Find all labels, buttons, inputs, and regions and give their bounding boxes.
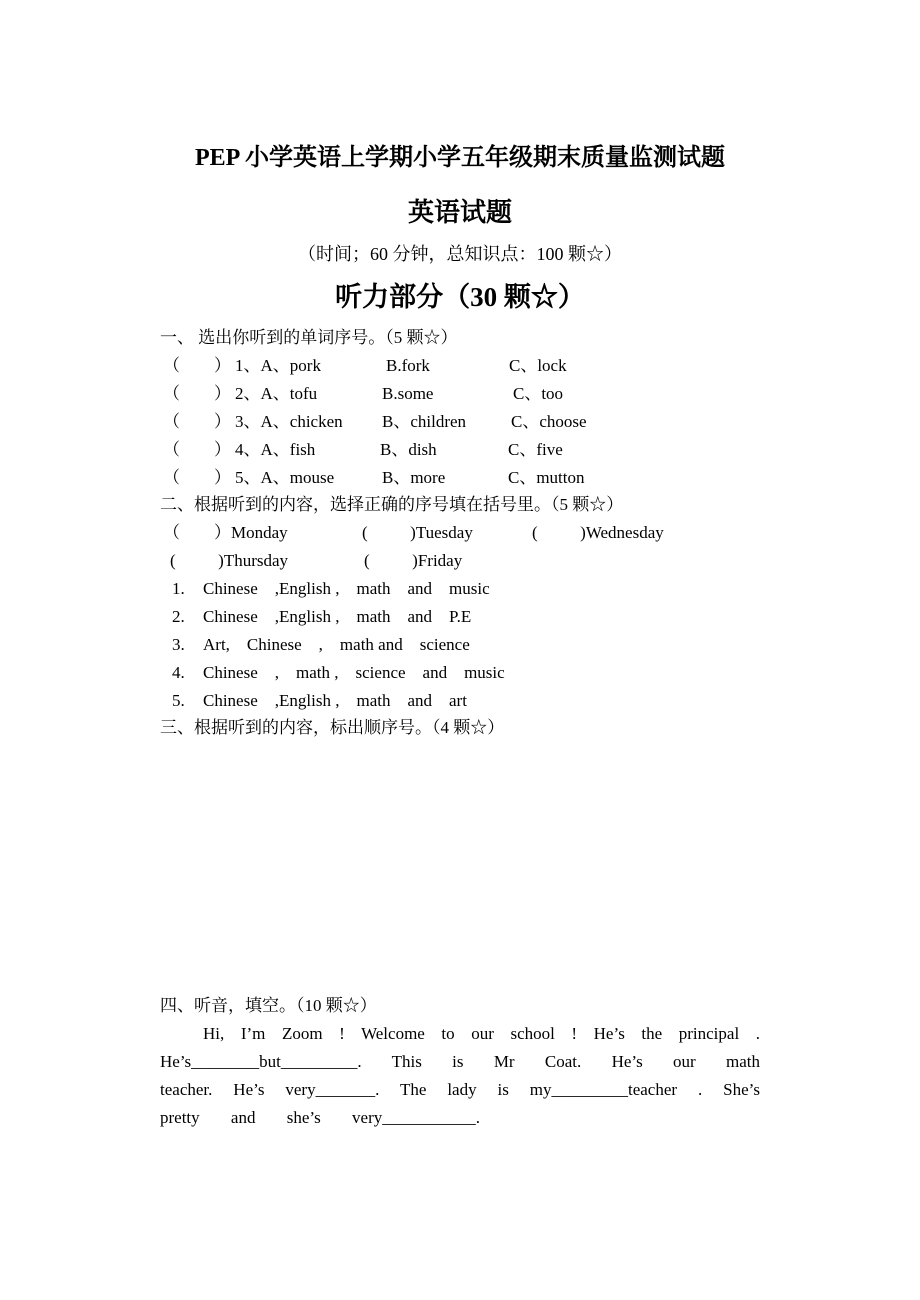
listening-part-title: 听力部分（30 颗☆）	[335, 282, 585, 312]
option-b: B、dish	[380, 440, 437, 459]
option-text: Chinese ,English , math and music	[203, 579, 490, 598]
option-c: C、too	[513, 384, 564, 403]
option-a: 2、A、tofu	[235, 384, 318, 403]
option-b: B.fork	[386, 356, 430, 375]
passage-line: teacher. He’s very_______. The lady is my_________teacher . She’s	[160, 1080, 760, 1099]
option-number: 5.	[172, 691, 185, 710]
exam-title: PEP 小学英语上学期小学五年级期末质量监测试题	[194, 145, 725, 171]
option-c: C、choose	[511, 412, 587, 431]
option-a: 1、A、pork	[235, 356, 321, 375]
answer-blank[interactable]: （ ）	[163, 440, 231, 459]
section2-heading: 二、根据听到的内容，选择正确的序号填在括号里。（5 颗☆）	[160, 495, 624, 514]
option-c: C、lock	[509, 356, 567, 375]
day-monday[interactable]: （ ）Monday	[163, 523, 288, 542]
option-a: 4、A、fish	[235, 440, 316, 459]
answer-blank[interactable]: （ ）	[163, 468, 231, 487]
option-c: C、five	[508, 440, 563, 459]
passage-line: pretty and she’s very___________.	[160, 1108, 480, 1127]
option-c: C、mutton	[508, 468, 585, 487]
section4-heading: 四、听音，填空。（10 颗☆）	[160, 996, 377, 1015]
option-text: Chinese , math , science and music	[203, 663, 505, 682]
day-tuesday[interactable]: ( )Tuesday	[362, 523, 473, 542]
option-a: 5、A、mouse	[235, 468, 335, 487]
exam-time-info: （时间；60 分钟，总知识点：100 颗☆）	[298, 244, 622, 264]
day-thursday[interactable]: ( )Thursday	[170, 551, 289, 570]
day-friday[interactable]: ( )Friday	[364, 551, 463, 570]
answer-blank[interactable]: （ ）	[163, 356, 231, 375]
section1-heading: 一、 选出你听到的单词序号。（5 颗☆）	[160, 328, 458, 347]
section3-heading: 三、根据听到的内容，标出顺序号。（4 颗☆）	[160, 718, 505, 737]
option-number: 4.	[172, 663, 185, 682]
day-wednesday[interactable]: ( )Wednesday	[532, 523, 664, 542]
exam-subtitle: 英语试题	[407, 198, 512, 227]
option-b: B、more	[382, 468, 446, 487]
option-text: Chinese ,English , math and P.E	[203, 607, 472, 626]
option-number: 3.	[172, 635, 185, 654]
option-b: B.some	[382, 384, 434, 403]
answer-blank[interactable]: （ ）	[163, 412, 231, 431]
answer-blank[interactable]: （ ）	[163, 384, 231, 403]
option-b: B、children	[382, 412, 467, 431]
option-number: 2.	[172, 607, 185, 626]
passage-line: He’s________but_________. This is Mr Coat. He’s our math	[160, 1052, 760, 1071]
passage-line: Hi, I’m Zoom ! Welcome to our school ! He’s the principal .	[203, 1024, 760, 1043]
option-a: 3、A、chicken	[235, 412, 343, 431]
option-number: 1.	[172, 579, 185, 598]
option-text: Art, Chinese , math and science	[203, 635, 470, 654]
option-text: Chinese ,English , math and art	[203, 691, 467, 710]
